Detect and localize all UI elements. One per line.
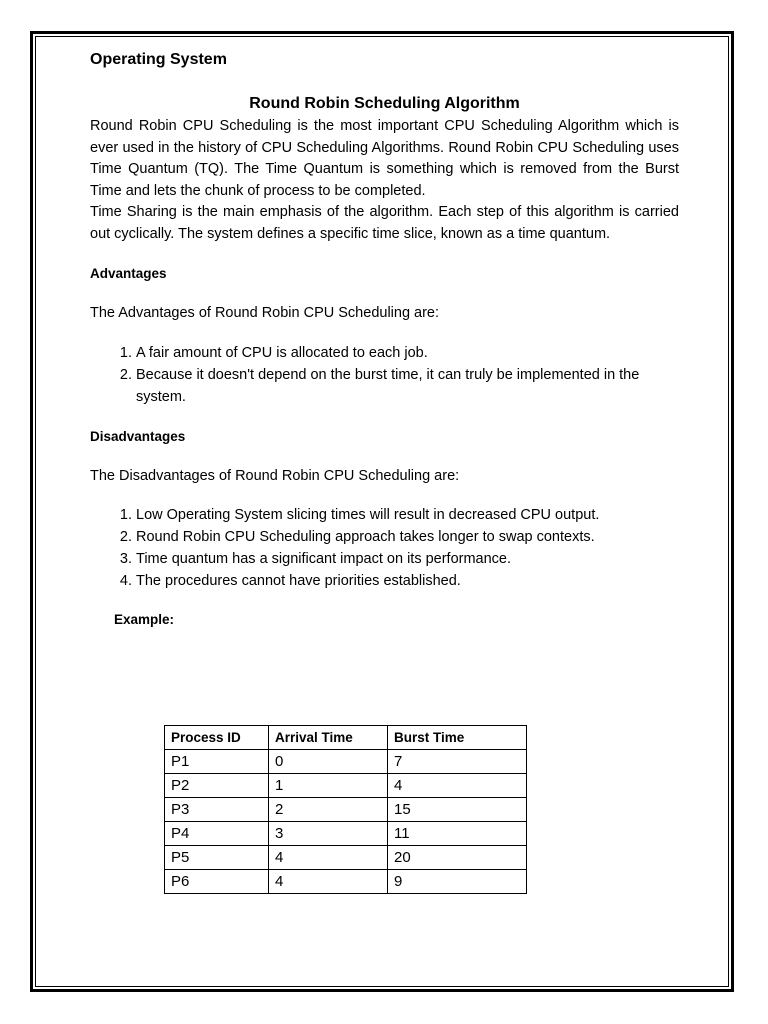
cell-burst-time: 4	[388, 774, 527, 798]
table-row	[165, 750, 527, 774]
advantages-list	[90, 342, 679, 408]
process-table	[164, 725, 527, 894]
cell-burst-time: 15	[388, 798, 527, 822]
list-item: 4. The procedures cannot have priorities established.	[136, 570, 679, 592]
cell-process-id: P5	[165, 846, 269, 870]
column-header-process-id: Process ID	[165, 726, 269, 750]
cell-arrival-time: 0	[269, 750, 388, 774]
column-header-arrival-time: Arrival Time	[269, 726, 388, 750]
table-row	[165, 774, 527, 798]
cell-burst-time: 11	[388, 822, 527, 846]
column-header-burst-time: Burst Time	[388, 726, 527, 750]
list-item: 3. Time quantum has a significant impact on its performance.	[136, 548, 679, 570]
disadvantages-intro: The Disadvantages of Round Robin CPU Scheduling are:	[90, 467, 460, 484]
cell-arrival-time: 4	[269, 870, 388, 894]
cell-arrival-time: 2	[269, 798, 388, 822]
cell-arrival-time: 1	[269, 774, 388, 798]
document-header: Operating System	[90, 51, 227, 68]
table-row	[165, 822, 527, 846]
document-title: Round Robin Scheduling Algorithm	[249, 95, 520, 112]
advantages-heading: Advantages	[90, 266, 167, 281]
cell-process-id: P6	[165, 870, 269, 894]
time-sharing-paragraph: Time Sharing is the main emphasis of the algorithm. Each step of this algorithm is carried out cyclically. The system defines a specific time slice, known as a time quantum.	[90, 204, 679, 242]
table-row	[165, 798, 527, 822]
disadvantages-heading: Disadvantages	[90, 428, 186, 444]
cell-process-id: P1	[165, 750, 269, 774]
table-header-row	[165, 726, 527, 750]
example-label: Example:	[114, 612, 175, 627]
table-row	[165, 870, 527, 894]
advantages-intro: The Advantages of Round Robin CPU Scheduling are:	[90, 305, 440, 321]
list-item: 2. Because it doesn't depend on the burst time, it can truly be implemented in the system.	[136, 364, 679, 408]
cell-process-id: P3	[165, 798, 269, 822]
cell-burst-time: 20	[388, 846, 527, 870]
document-content	[90, 48, 679, 630]
cell-process-id: P4	[165, 822, 269, 846]
cell-burst-time: 9	[388, 870, 527, 894]
cell-burst-time: 7	[388, 750, 527, 774]
list-item: 1. Low Operating System slicing times will result in decreased CPU output.	[136, 504, 679, 526]
list-item: 2. Round Robin CPU Scheduling approach takes longer to swap contexts.	[136, 526, 679, 548]
cell-arrival-time: 4	[269, 846, 388, 870]
table-row	[165, 846, 527, 870]
disadvantages-list	[90, 504, 679, 592]
cell-arrival-time: 3	[269, 822, 388, 846]
cell-process-id: P2	[165, 774, 269, 798]
list-item: 1. A fair amount of CPU is allocated to each job.	[136, 342, 679, 364]
intro-paragraph: Round Robin CPU Scheduling is the most important CPU Scheduling Algorithm which is ever used in the history of CPU Scheduling Algorithms. Round Robin CPU Scheduling uses Time Quantum (TQ). The Time Quantum is something which is removed from the Burst Time and lets the chunk of process to be completed.	[90, 118, 679, 199]
